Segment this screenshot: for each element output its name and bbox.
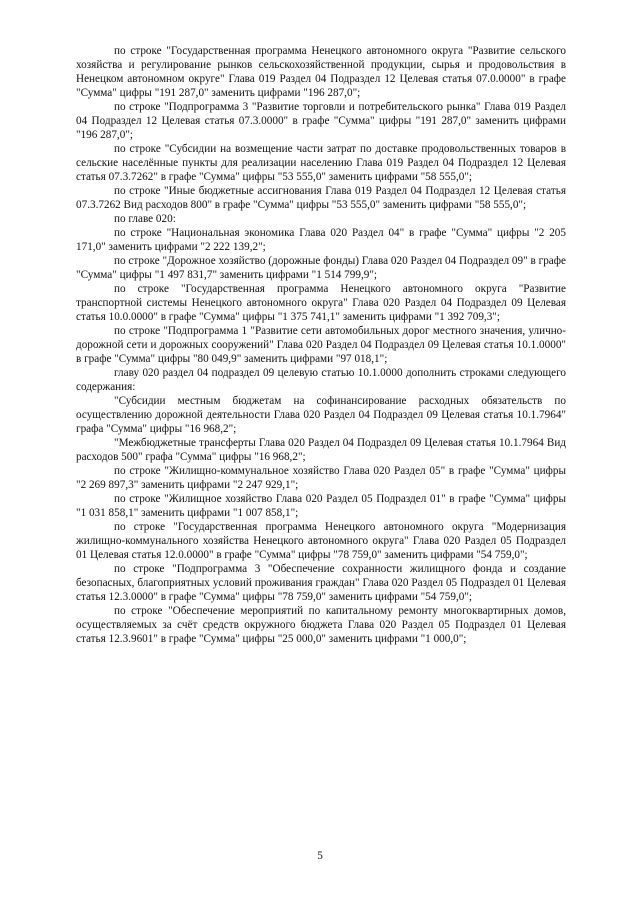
paragraph: по строке "Дорожное хозяйство (дорожные фонды) Глава 020 Раздел 04 Подраздел 09" в графе "Сумма" цифры "1 497 831,7" заменить цифрами "1 514 799,9"; [76, 255, 566, 281]
paragraph: по строке "Подпрограмма 1 "Развитие сети автомобильных дорог местного значения, улично-дорожной сети и дорожных сооружений" Глава 020 Раздел 04 Подраздел 09 Целевая статья 10.1.0000" в графе "Сумма" цифры "80 049,9" заменить цифрами "97 018,1"; [76, 325, 566, 365]
paragraph: "Межбюджетные трансферты Глава 020 Раздел 04 Подраздел 09 Целевая статья 10.1.7964 Вид расходов 500" графа "Сумма" цифры "16 968,2"; [76, 437, 566, 463]
paragraph: по строке "Иные бюджетные ассигнования Глава 019 Раздел 04 Подраздел 12 Целевая статья 07.3.7262 Вид расходов 800" в графе "Сумма" цифры "53 555,0" заменить цифрами "58 555,0"; [76, 185, 566, 211]
paragraph: по строке "Подпрограмма 3 "Обеспечение сохранности жилищного фонда и создание безопасных, благоприятных условий проживания граждан" Глава 020 Раздел 05 Подраздел 01 Целевая статья 12.3.0000" в графе "Сумма" цифры "78 759,0" заменить цифрами "54 759,0"; [76, 563, 566, 603]
paragraph: по строке "Жилищное хозяйство Глава 020 Раздел 05 Подраздел 01" в графе "Сумма" цифры "1 031 858,1" заменить цифрами "1 007 858,1"; [76, 493, 566, 519]
page-number: 5 [317, 850, 323, 862]
paragraph: по строке "Субсидии на возмещение части затрат по доставке продовольственных товаров в сельские населённые пункты для реализации населению Глава 019 Раздел 04 Подраздел 12 Целевая статья 07.3.7262" в графе "Сумма" цифры "53 555,0" заменить цифрами "58 555,0"; [76, 143, 566, 183]
paragraph: по строке "Обеспечение мероприятий по капитальному ремонту многоквартирных домов, осуществляемых за счёт средств окружного бюджета Глава 020 Раздел 05 Подраздел 01 Целевая статья 12.3.9601" в графе "Сумма" цифры "25 000,0" заменить цифрами "1 000,0"; [76, 605, 566, 645]
paragraph: по строке "Государственная программа Ненецкого автономного округа "Модернизация жилищно-коммунального хозяйства Ненецкого автономного округа" Глава 020 Раздел 05 Подраздел 01 Целевая статья 12.0.0000" в графе "Сумма" цифры "78 759,0" заменить цифрами "54 759,0"; [76, 521, 566, 561]
document-body [76, 44, 566, 646]
paragraph: по строке "Государственная программа Ненецкого автономного округа "Развитие транспортной системы Ненецкого автономного округа" Глава 020 Раздел 04 Подраздел 09 Целевая статья 10.0.0000" в графе "Сумма" цифры "1 375 741,1" заменить цифрами "1 392 709,3"; [76, 283, 566, 323]
paragraph: по строке "Подпрограмма 3 "Развитие торговли и потребительского рынка" Глава 019 Раздел 04 Подраздел 12 Целевая статья 07.3.0000" в графе "Сумма" цифры "191 287,0" заменить цифрами "196 287,0"; [76, 101, 566, 141]
paragraph: по строке "Национальная экономика Глава 020 Раздел 04" в графе "Сумма" цифры "2 205 171,0" заменить цифрами "2 222 139,2"; [76, 227, 566, 253]
paragraph: главу 020 раздел 04 подраздел 09 целевую статью 10.1.0000 дополнить строками следующего содержания: [76, 367, 566, 393]
paragraph: "Субсидии местным бюджетам на софинансирование расходных обязательств по осуществлению дорожной деятельности Глава 020 Раздел 04 Подраздел 09 Целевая статья 10.1.7964" графа "Сумма" цифры "16 968,2"; [76, 395, 566, 435]
paragraph: по строке "Жилищно-коммунальное хозяйство Глава 020 Раздел 05" в графе "Сумма" цифры "2 269 897,3" заменить цифрами "2 247 929,1"; [76, 465, 566, 491]
paragraph: по главе 020: [114, 213, 176, 225]
paragraph: по строке "Государственная программа Ненецкого автономного округа "Развитие сельского хозяйства и регулирование рынков сельскохозяйственной продукции, сырья и продовольствия в Ненецком автономном округе" Глава 019 Раздел 04 Подраздел 12 Целевая статья 07.0.0000" в графе "Сумма" цифры "191 287,0" заменить цифрами "196 287,0"; [76, 45, 566, 99]
